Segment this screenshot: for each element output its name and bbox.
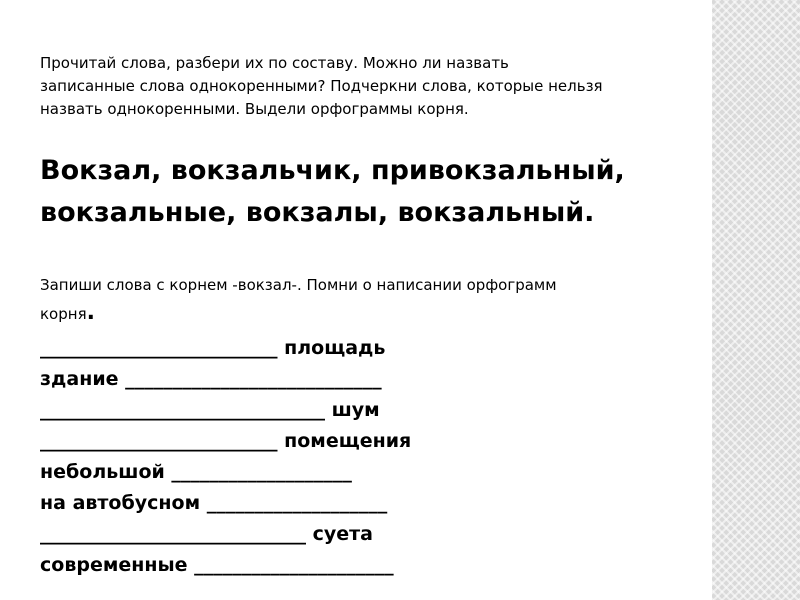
task-line: Запиши слова с корнем -вокзал-. Помни о написании орфограмм [40, 276, 557, 294]
instruction-text [40, 52, 700, 121]
word-list-line: Вокзал, вокзальчик, привокзальный, [40, 155, 625, 186]
instruction-line: назвать однокоренными. Выдели орфограммы корня. [40, 100, 469, 118]
instruction-line: Прочитай слова, разбери их по составу. Можно ли назвать [40, 54, 509, 72]
word-list-line: вокзальные, вокзалы, вокзальный. [40, 197, 595, 228]
exercise-line: здание ___________________________ [40, 368, 382, 390]
task-line-text: корня [40, 305, 87, 323]
task-period: . [86, 300, 95, 325]
exercise-line: _________________________ площадь [40, 337, 386, 359]
task-text [40, 272, 700, 328]
instruction-line: записанные слова однокоренными? Подчеркни слова, которые нельзя [40, 77, 603, 95]
task-line [40, 299, 700, 328]
exercise-line: современные _____________________ [40, 554, 394, 576]
exercise-line: ____________________________ суета [40, 523, 373, 545]
exercise-list [40, 333, 710, 581]
decorative-side-band [712, 0, 800, 600]
exercise-line: небольшой ___________________ [40, 461, 352, 483]
exercise-line: на автобусном ___________________ [40, 492, 388, 514]
exercise-line: ______________________________ шум [40, 399, 380, 421]
word-list [40, 150, 710, 234]
exercise-line: _________________________ помещения [40, 430, 412, 452]
